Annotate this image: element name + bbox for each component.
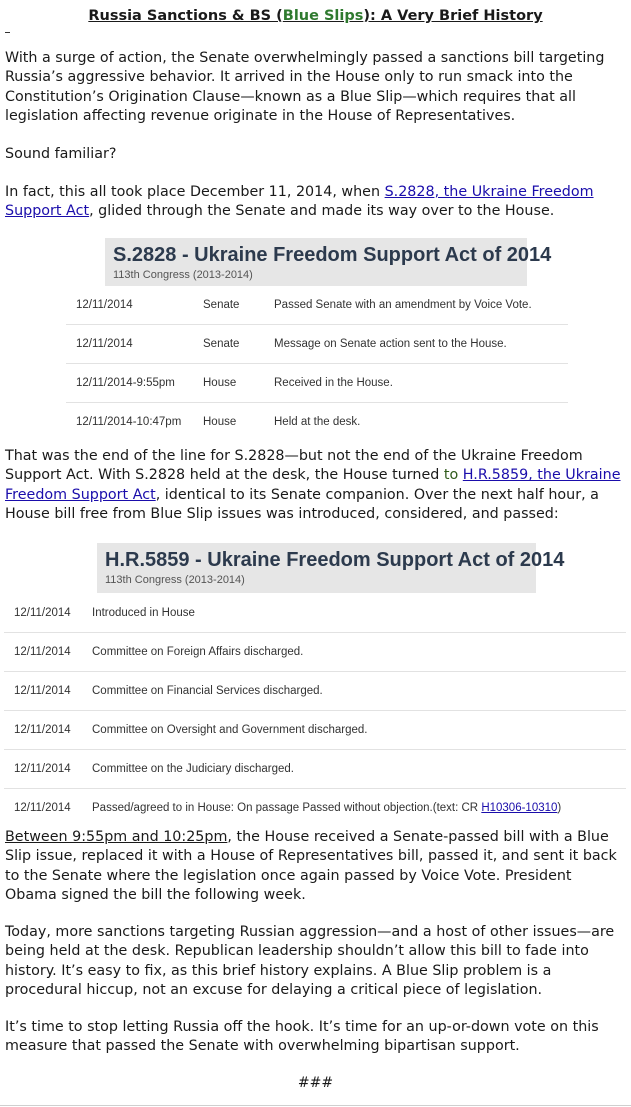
action-text: Committee on Oversight and Government discharged.	[92, 711, 626, 750]
paragraph-call-to-action: It’s time to stop letting Russia off the hook. It’s time for an up-or-down vote on this measure that passed the Senate with overwhelming bipartisan support.	[5, 1019, 599, 1055]
text-span: , identical to its Senate companion. Over the next half hour, a House bill free from Blue Slip issues was introduced, considered, and passed:	[5, 486, 599, 523]
hr5859-link[interactable]: H.R.5859, the Ukraine Freedom Support Act	[5, 467, 621, 503]
action-date: 12/11/2014-10:47pm	[76, 416, 182, 428]
s2828-card-header	[105, 238, 552, 286]
text-to: to	[443, 467, 459, 484]
table-row	[4, 633, 626, 672]
table-row	[66, 403, 568, 442]
action-text: Introduced in House	[92, 594, 626, 633]
paragraph-intro: With a surge of action, the Senate overwhelmingly passed a sanctions bill targeting Russia’s aggressive behavior. It arrived in the House only to run smack into the Constitution’s Origination Clause—known as a Blue Slip—which requires that all legislation affecting revenue originate in the House of Representatives.	[5, 50, 605, 125]
action-date: 12/11/2014	[4, 672, 92, 711]
divider-tick	[5, 32, 10, 33]
action-text: Message on Senate action sent to the House.	[274, 325, 568, 364]
hr5859-heading: H.R.5859 - Ukraine Freedom Support Act of 2014	[105, 549, 565, 571]
action-text: Committee on the Judiciary discharged.	[92, 750, 626, 789]
text-span: , the House received a Senate-passed bill with a Blue Slip issue, replaced it with a House of Representatives bill, passed it, and sent it back to the Senate where the legislation once again passed by Voice Vote. President Obama signed the bill the following week.	[5, 829, 617, 904]
page-title	[0, 6, 631, 26]
table-row	[66, 325, 568, 364]
table-row	[66, 364, 568, 403]
table-row	[4, 594, 626, 633]
table-row	[4, 711, 626, 750]
table-row	[66, 286, 568, 325]
action-text-close: )	[557, 802, 562, 814]
text-span: That was the end of the line for S.2828—but not the end of the Ukraine Freedom Support Act. With S.2828 held at the desk, the House turned	[5, 448, 583, 484]
action-date: 12/11/2014	[4, 750, 92, 789]
action-text: Held at the desk.	[274, 416, 361, 428]
paragraph-s2828	[5, 183, 626, 222]
action-text: Passed Senate with an amendment by Voice Vote.	[274, 286, 568, 325]
paragraph-sound-familiar: Sound familiar?	[5, 146, 117, 162]
hr5859-actions-table	[4, 594, 626, 827]
action-text: Committee on Financial Services discharged.	[92, 672, 626, 711]
hr5859-card-header	[97, 543, 565, 593]
action-date: 12/11/2014	[4, 711, 92, 750]
action-text: Passed/agreed to in House: On passage Passed without objection.(text: CR	[92, 802, 482, 814]
bottom-divider	[0, 1105, 631, 1106]
text-span: In fact, this all took place December 11, 2014, when	[5, 184, 385, 200]
table-row	[4, 789, 626, 828]
action-chamber: House	[203, 416, 237, 428]
hr5859-congress: 113th Congress (2013-2014)	[105, 574, 245, 586]
congressional-record-link[interactable]: H10306-10310	[481, 802, 558, 814]
closing-marks: ###	[297, 1075, 334, 1091]
table-row	[4, 750, 626, 789]
s2828-heading: S.2828 - Ukraine Freedom Support Act of 2014	[113, 244, 552, 266]
title-blue-slips: Blue Slips	[282, 8, 364, 24]
title-text-1: Russia Sanctions & BS (	[88, 8, 283, 24]
action-date: 12/11/2014	[4, 594, 92, 633]
table-row	[4, 672, 626, 711]
action-date: 12/11/2014	[66, 325, 203, 364]
action-chamber: Senate	[203, 325, 274, 364]
action-date: 12/11/2014	[4, 633, 92, 672]
paragraph-hr5859	[5, 447, 626, 525]
paragraph-today: Today, more sanctions targeting Russian aggression—and a host of other issues—are being held at the desk. Republican leadership shouldn’t allow this bill to fade into history. It’s easy to fix, as this brief history explains. A Blue Slip problem is a procedural hiccup, not an excuse for delaying a critical piece of legislation.	[5, 924, 615, 999]
action-date: 12/11/2014-9:55pm	[66, 364, 203, 403]
action-chamber: Senate	[203, 286, 274, 325]
action-text: Committee on Foreign Affairs discharged.	[92, 633, 626, 672]
time-range-text: Between 9:55pm and 10:25pm	[5, 829, 228, 845]
paragraph-timeline	[5, 828, 626, 906]
action-text: Received in the House.	[274, 364, 568, 403]
title-text-2: ): A Very Brief History	[363, 8, 543, 24]
action-date: 12/11/2014	[14, 802, 71, 814]
text-span: , glided through the Senate and made its way over to the House.	[89, 203, 555, 220]
s2828-link[interactable]: S.2828, the Ukraine Freedom Support Act	[5, 184, 594, 220]
s2828-actions-table	[66, 286, 568, 441]
action-chamber: House	[203, 364, 274, 403]
s2828-congress: 113th Congress (2013-2014)	[113, 269, 253, 281]
action-text-cell	[92, 789, 626, 828]
action-date: 12/11/2014	[66, 286, 203, 325]
